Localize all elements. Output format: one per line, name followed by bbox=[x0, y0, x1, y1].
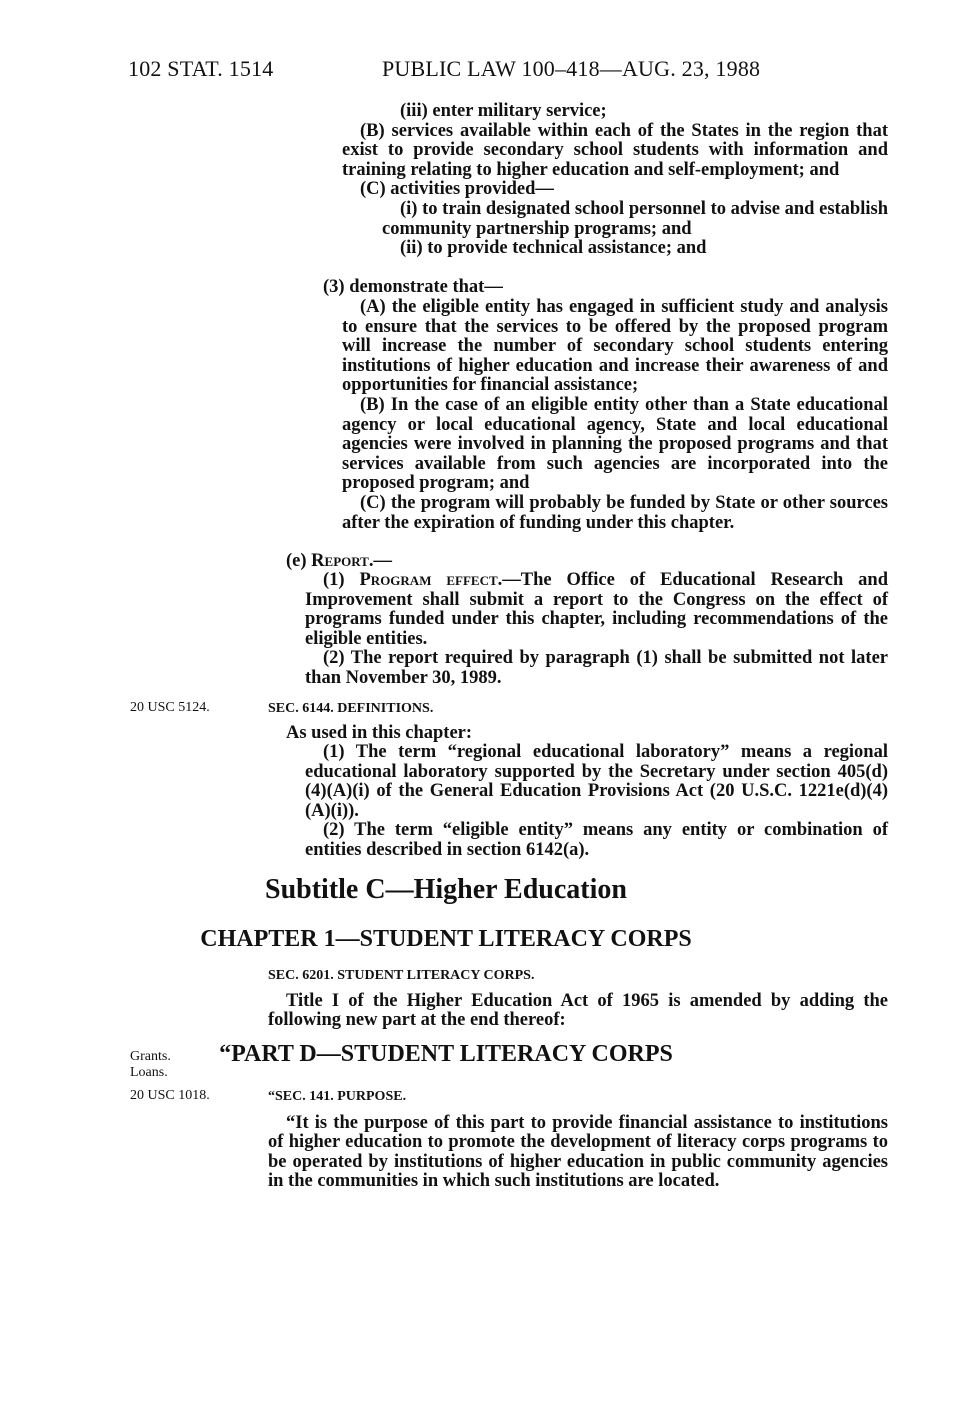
sec-141-text: “It is the purpose of this part to provide financial assistance to institutions of higher education to promote the development of literacy corps programs to be operated by institutions of higher education in public community agencies in the communities in which such institutions are located. bbox=[268, 1112, 888, 1192]
report-label: Report bbox=[311, 551, 369, 571]
report-suffix: .— bbox=[368, 551, 392, 571]
block-report-items bbox=[305, 571, 888, 689]
subtitle-c-heading: Subtitle C—Higher Education bbox=[265, 874, 627, 905]
margin-note-grants: Grants. bbox=[130, 1049, 171, 1064]
stat-page-number: 102 STAT. 1514 bbox=[128, 56, 274, 81]
report-heading bbox=[268, 552, 888, 572]
sec-6144-intro: As used in this chapter: bbox=[286, 722, 473, 743]
margin-note-20-usc-5124: 20 USC 5124. bbox=[130, 700, 210, 715]
block-section-d-continued bbox=[342, 102, 888, 259]
item-iii: (iii) enter military service; bbox=[400, 101, 607, 121]
block-demonstrate-items bbox=[342, 298, 888, 533]
definition-1: (1) The term “regional educational laboratory” means a regional educational laboratory supported by the Secretary under section 405(d)(4)(A)(i) of the General Education Provisions Act (20 U.S.C. 1221e(d)(4)(A)(i)). bbox=[305, 742, 888, 821]
program-effect-label: Program effect bbox=[359, 570, 498, 590]
block-report bbox=[268, 552, 888, 572]
block-sec-6144-defs bbox=[305, 743, 888, 861]
item-i-train: (i) to train designated school personnel to advise and establish community partnership programs; and bbox=[382, 198, 888, 239]
report-item-1 bbox=[305, 571, 888, 649]
report-item-2: (2) The report required by paragraph (1) shall be submitted not later than November 30, 1989. bbox=[305, 648, 888, 688]
report-item-1-text: .—The Office of Educational Research and Improvement shall submit a report to the Congress on the effect of programs funded under this chapter, including recommendations of the eligible entities. bbox=[305, 570, 888, 649]
report-prefix: (e) bbox=[286, 551, 312, 571]
public-law-header: PUBLIC LAW 100–418—AUG. 23, 1988 bbox=[382, 56, 761, 81]
margin-note-20-usc-1018: 20 USC 1018. bbox=[130, 1088, 210, 1103]
sec-6201-text: Title I of the Higher Education Act of 1965 is amended by adding the following new part at the end thereof: bbox=[268, 990, 888, 1031]
sec-141-heading: “SEC. 141. PURPOSE. bbox=[268, 1089, 407, 1104]
item-a-eligible-entity: (A) the eligible entity has engaged in sufficient study and analysis to ensure that the services to be offered by the proposed program will increase the number of secondary school students entering institutions of higher education and increase their awareness of and opportunities for financial assistance; bbox=[342, 297, 888, 396]
chapter-1-heading: CHAPTER 1—STUDENT LITERACY CORPS bbox=[200, 926, 692, 952]
block-sec-6201 bbox=[268, 966, 888, 1031]
item-c-activities: (C) activities provided— bbox=[360, 179, 554, 200]
block-demonstrate bbox=[305, 278, 888, 298]
item-c-program-funded: (C) the program will probably be funded by State or other sources after the expiration of funding under this chapter. bbox=[342, 492, 888, 533]
part-d-heading: “PART D—STUDENT LITERACY CORPS bbox=[219, 1041, 673, 1067]
item-b-state-agency: (B) In the case of an eligible entity other than a State educational agency or local educational agency, State and local educational agencies were involved in planning the proposed programs and that services available from such agencies are incorporated into the proposed program; and bbox=[342, 394, 888, 494]
item-3-demonstrate: (3) demonstrate that— bbox=[323, 277, 503, 297]
item-b-services: (B) services available within each of the States in the region that exist to provide secondary school students with information and training relating to higher education and self-employment; and bbox=[342, 120, 888, 180]
item-ii-technical: (ii) to provide technical assistance; and bbox=[400, 238, 707, 259]
sec-6201-heading: SEC. 6201. STUDENT LITERACY CORPS. bbox=[268, 968, 535, 983]
sec-6144-heading: SEC. 6144. DEFINITIONS. bbox=[268, 701, 434, 716]
block-sec-141 bbox=[268, 1087, 888, 1192]
block-sec-6144 bbox=[268, 699, 888, 743]
report-item-1-prefix: (1) bbox=[323, 570, 360, 590]
margin-note-loans: Loans. bbox=[130, 1065, 168, 1080]
definition-2: (2) The term “eligible entity” means any entity or combination of entities described in section 6142(a). bbox=[305, 820, 888, 860]
